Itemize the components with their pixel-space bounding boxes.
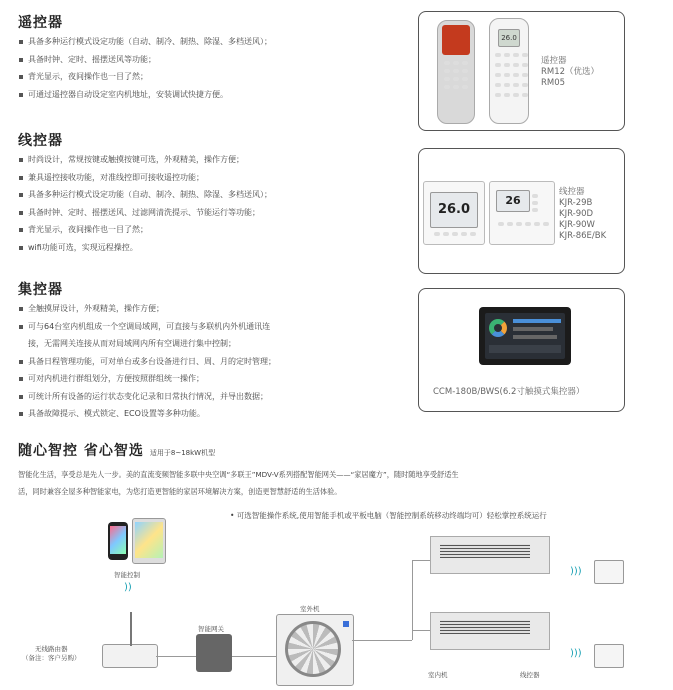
list-item: 可与64台室内机组成一个空调局域网，可直接与多联机内外机通讯连 bbox=[18, 318, 276, 336]
gateway-label: 智能网关 bbox=[198, 625, 224, 633]
indoor-unit-vent bbox=[440, 620, 530, 634]
list-item: 具备日程管理功能，可对单台或多台设备进行日、周、月的定时管理； bbox=[18, 353, 276, 371]
model-name: RM05 bbox=[541, 78, 566, 88]
wired-card bbox=[418, 148, 625, 274]
router-antenna bbox=[130, 612, 132, 646]
model-name: KJR-90W bbox=[559, 220, 595, 230]
smart-subtitle: 适用于8~18kW机型 bbox=[149, 449, 216, 457]
list-item: 可对内机进行群组划分，方便按照群组统一操作； bbox=[18, 370, 276, 388]
remote-section-title: 遥控器 bbox=[18, 15, 63, 31]
list-item: 接，无需网关连接从而对局域网内所有空调进行集中控制； bbox=[28, 339, 236, 348]
central-card bbox=[418, 288, 625, 412]
connector-line bbox=[232, 656, 276, 657]
list-item: 背光显示，夜间操作也一目了然； bbox=[18, 68, 272, 86]
list-item: 具备时钟、定时、摇摆送风、过滤网清洗提示、节能运行等功能； bbox=[18, 204, 272, 222]
phone-image bbox=[108, 522, 128, 560]
list-item: 具备多种运行模式设定功能（自动、制冷、制热、除湿、多档送风）； bbox=[18, 33, 272, 51]
outdoor-label: 室外机 bbox=[300, 605, 320, 613]
signal-icon: ))) bbox=[570, 566, 582, 577]
router-note: （备注：客户另购） bbox=[22, 654, 81, 662]
smart-paragraph bbox=[18, 466, 578, 500]
list-item: 兼具遥控接收功能，对准线控即可接收遥控功能； bbox=[18, 169, 272, 187]
model-name: RM12（优选） bbox=[541, 67, 600, 77]
central-controller-image bbox=[479, 307, 571, 365]
wired-feature-list bbox=[18, 151, 272, 256]
list-item: 具备故障提示、模式锁定、ECO设置等多种功能。 bbox=[18, 405, 276, 423]
indoor-label: 室内机 bbox=[428, 671, 448, 679]
remote-feature-list bbox=[18, 33, 272, 103]
wired-display: 26.0 bbox=[430, 192, 478, 228]
remote-control-image bbox=[437, 20, 475, 124]
list-item: 具备多种运行模式设定功能（自动、制冷、制热、除湿、多档送风）； bbox=[18, 186, 272, 204]
indoor-unit-vent bbox=[440, 544, 530, 558]
remote-models bbox=[541, 56, 599, 89]
outdoor-unit-image bbox=[276, 614, 354, 686]
paragraph-line: 智能化生活，享受总是先人一步。美的直流变频智能多联中央空调“多联王”MDV-V系列搭配智能网关——“家居魔方”，随时随地享受舒适生 bbox=[18, 470, 459, 479]
connector-line bbox=[156, 656, 196, 657]
remote-display: 26.0 bbox=[498, 29, 520, 47]
gateway-image bbox=[196, 634, 232, 672]
connector-line bbox=[352, 640, 412, 641]
list-item: 全触摸屏设计，外观精美，操作方便； bbox=[18, 300, 276, 318]
signal-icon: ))) bbox=[570, 648, 582, 659]
router-label bbox=[22, 644, 81, 662]
wired-display: 26 bbox=[496, 190, 530, 212]
smart-control-label: 智能控制 bbox=[114, 571, 140, 579]
wired-controller-small bbox=[594, 560, 624, 584]
list-item: 可通过遥控器自动设定室内机地址，安装调试快捷方便。 bbox=[18, 86, 272, 104]
list-item: wifi功能可选，实现远程操控。 bbox=[18, 239, 272, 257]
card-title: 线控器 bbox=[559, 187, 585, 197]
smart-title-text: 随心智控 省心智选 bbox=[18, 443, 144, 459]
model-name: KJR-90D bbox=[559, 209, 594, 219]
wired-section-title: 线控器 bbox=[18, 133, 63, 149]
wired-controller-image bbox=[489, 181, 555, 245]
model-name: KJR-29B bbox=[559, 198, 593, 208]
list-item: 可统计所有设备的运行状态变化记录和日常执行情况，并导出数据； bbox=[18, 388, 276, 406]
router-image bbox=[102, 644, 158, 668]
wired-ctl-label: 线控器 bbox=[520, 671, 540, 679]
wifi-icon: )) bbox=[124, 582, 132, 593]
list-item: 时尚设计，常规按键或触摸按键可选，外观精美，操作方便； bbox=[18, 151, 272, 169]
paragraph-line: 活，同时兼容全屋多种智能家电，为您打造更智能的家居环境解决方案，创造更智慧舒适的生活体验。 bbox=[18, 487, 342, 496]
connector-line bbox=[412, 560, 430, 561]
central-caption: CCM-180B/BWS(6.2寸触摸式集控器） bbox=[433, 387, 585, 397]
smart-note: • 可选智能操作系统,使用智能手机或平板电脑（智能控制系统移动终端均可）轻松掌控系统运行 bbox=[230, 511, 547, 520]
connector-line bbox=[412, 630, 430, 631]
wired-controller-small bbox=[594, 644, 624, 668]
remote-card bbox=[418, 11, 625, 131]
wired-models bbox=[559, 187, 606, 242]
connector-line bbox=[412, 560, 413, 640]
model-name: KJR-86E/BK bbox=[559, 231, 607, 241]
central-section-title: 集控器 bbox=[18, 282, 63, 298]
tablet-image bbox=[132, 518, 166, 564]
wired-controller-image bbox=[423, 181, 485, 245]
router-name: 无线路由器 bbox=[35, 645, 68, 653]
card-title: 遥控器 bbox=[541, 56, 567, 66]
remote-control-image bbox=[489, 18, 529, 124]
central-feature-list bbox=[18, 300, 276, 423]
smart-section-title bbox=[18, 440, 215, 460]
list-item: 具备时钟、定时、摇摆送风等功能； bbox=[18, 51, 272, 69]
list-item: 背光显示，夜间操作也一目了然； bbox=[18, 221, 272, 239]
